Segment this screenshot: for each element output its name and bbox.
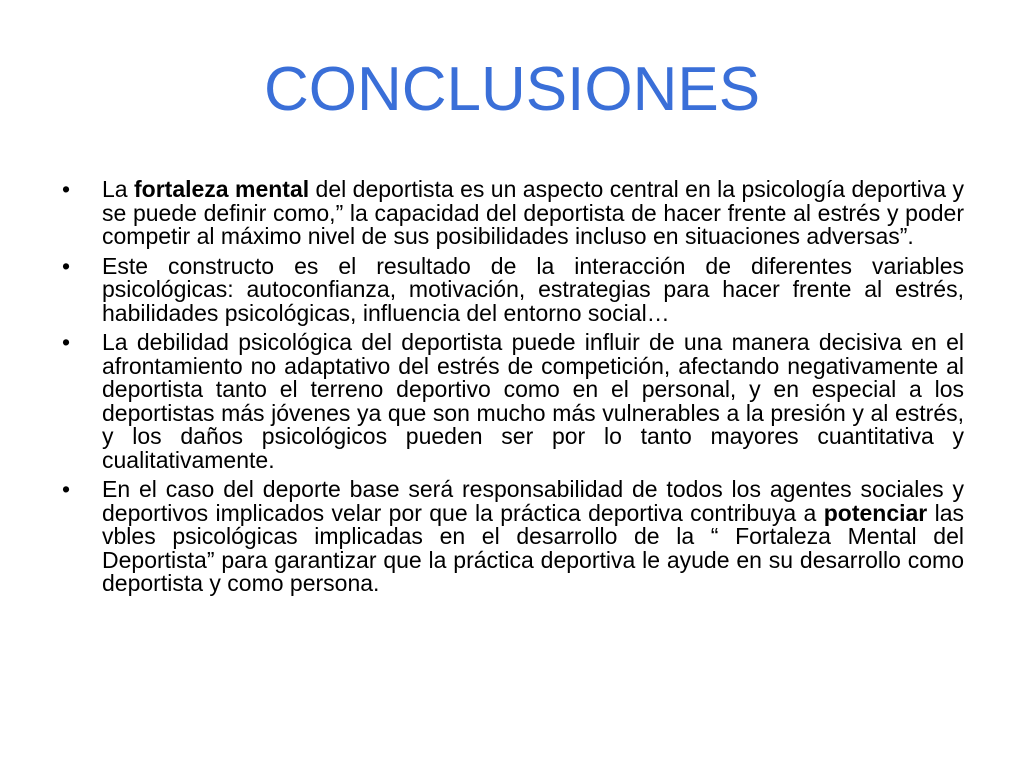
bullet-4-bold-potenciar: potenciar [823,499,928,526]
bullet-item-2 [62,252,964,326]
bullet-dot-icon: • [62,476,71,502]
bullet-text-3: La debilidad psicológica del deportista puede influir de una manera decisiva en el afrontamiento no adaptativo del estrés de competición, afectando negativamente al deportista tanto el terreno deportivo como en el personal, y en especial a los deportistas más jóvenes ya que son mucho más vulnerables a la presión y al estrés, y los daños psicológicos pueden ser por lo tanto mayores cuantitativa y cualitativamente. [102,329,964,473]
bullet-text-1 [102,176,964,249]
bullet-dot-icon: • [62,252,71,279]
bullet-text-2: Este constructo es el resultado de la interacción de diferentes variables psicológicas: autoconfianza, motivación, estrategias para hacer frente al estrés, habilidades psicológicas, influencia del entorno social… [102,252,964,326]
bullet-item-4 [62,478,964,596]
bullet-list [62,178,964,602]
bullet-text-4 [102,476,964,596]
bullet-1-bold-fortaleza-mental: fortaleza mental [134,176,310,202]
bullet-dot-icon: • [62,176,71,202]
bullet-4-text: las vbles psicológicas implicadas en el desarrollo de la “ Fortaleza Mental del Deportista” para garantizar que la práctica deportiva le ayude en su desarrollo como deportista y como persona. [102,499,965,596]
bullet-item-3 [62,331,964,472]
bullet-4-text: En el caso del deporte base será responsabilidad de todos los agentes sociales y deportivos implicados velar por que la práctica deportiva contribuya a [102,476,964,526]
bullet-1-text: del deportista es un aspecto central en la psicología deportiva y se puede definir como,” la capacidad del deportista de hacer frente al estrés y poder competir al máximo nivel de sus posibilidades incluso en situaciones adversas”. [102,176,965,249]
bullet-dot-icon: • [62,329,71,355]
bullet-item-1 [62,178,964,249]
slide-title: CONCLUSIONES [263,55,761,124]
bullet-1-text: La [102,176,134,202]
